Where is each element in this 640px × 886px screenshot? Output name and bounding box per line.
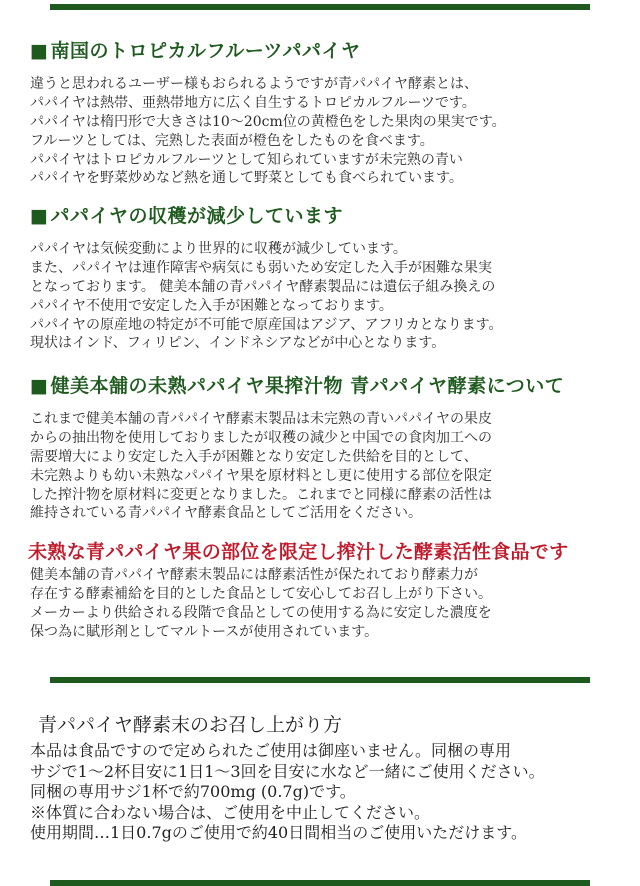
paragraph (30, 566, 620, 642)
text-line: メーカーより供給される段階で食品としての使用する為に安定した濃度を (30, 604, 492, 621)
square-bullet-icon: ■ (30, 375, 49, 397)
bottom-divider (50, 880, 590, 886)
text-line: これまで健美本舗の青パパイヤ酵素末製品は未完熟の青いパパイヤの果皮 (30, 411, 492, 427)
text-line: パパイヤ不使用で安定した入手が困難となっております。 (30, 297, 393, 314)
section-tropical-fruit (30, 39, 620, 188)
middle-divider (50, 677, 590, 683)
paragraph (30, 75, 620, 188)
heading-text: パパイヤの収穫が減少しています (50, 205, 343, 227)
text-line: 未完熟よりも幼い未熟なパパイヤ果を原材料とし更に使用する部位を限定 (30, 467, 492, 484)
text-line: 現状はインド、フィリピン、インドネシアなどが中心となります。 (30, 335, 446, 352)
text-line: 健美本舗の青パパイヤ酵素末製品には酵素活性が保たれており酵素力が (30, 567, 478, 583)
text-line: パパイヤの原産地の特定が不可能で原産国はアジア、アフリカとなります。 (30, 316, 503, 333)
section-heading (30, 204, 620, 228)
usage-title: 青パパイヤ酵素末のお召し上がり方 (38, 714, 343, 736)
text-line: した搾汁物を原材料に変更となりました。これまでと同様に酵素の活性は (30, 486, 492, 503)
text-line: 本品は食品ですので定められたご使用は御座いません。同梱の専用 (30, 741, 511, 760)
text-line: 維持されている青パパイヤ酵素食品としてご活用をください。 (30, 505, 422, 522)
text-line: 需要増大により安定した入手が困難となり安定した供給を目的として、 (30, 448, 478, 465)
paragraph (30, 410, 620, 523)
text-line: フルーツとしては、完熟した表面が橙色をしたものを食べます。 (30, 132, 434, 149)
section-heading (30, 39, 620, 63)
square-bullet-icon: ■ (30, 205, 49, 227)
emphasis-statement: 未熟な青パパイヤ果の部位を限定し搾汁した酵素活性食品です (28, 541, 569, 563)
text-line: パパイヤを野菜炒めなど熱を通して野菜としても食べられています。 (30, 170, 463, 187)
text-line: 同梱の専用サジ1杯で約700mg (0.7g)です。 (30, 782, 356, 802)
section-harvest-decline (30, 204, 620, 353)
text-line: となっております。 健美本舗の青パパイヤ酵素製品には遺伝子組み換えの (30, 278, 496, 295)
text-line: パパイヤはトロピカルフルーツとして知られていますが未完熟の青い (30, 151, 463, 168)
text-line: サジで1～2杯目安に1日1～3回を目安に水など一緒にご使用ください。 (30, 761, 545, 781)
text-line: 使用期間…1日0.7gのご使用で約40日間相当のご使用いただけます。 (30, 823, 527, 843)
paragraph (30, 240, 620, 353)
heading-text: 南国のトロピカルフルーツパパイヤ (50, 40, 361, 62)
text-line: また、パパイヤは連作障害や病気にも弱いため安定した入手が困難な果実 (30, 259, 492, 276)
top-divider (50, 4, 590, 10)
text-line: 違うと思われるユーザー様もおられるようですが青パパイヤ酵素とは、 (30, 76, 478, 92)
text-line: 存在する酵素補給を目的とした食品として安心してお召し上がり下さい。 (30, 585, 492, 602)
text-line: からの抽出物を使用しておりましたが収穫の減少と中国での食肉加工への (30, 429, 492, 446)
text-line: 保つ為に賦形剤としてマルトースが使用されています。 (30, 623, 379, 640)
section-heading (30, 374, 620, 398)
section-green-papaya-enzyme (30, 374, 620, 523)
text-line: パパイヤは熱帯、亜熱帯地方に広く自生するトロピカルフルーツです。 (30, 94, 476, 111)
text-line: パパイヤは気候変動により世界的に収穫が減少しています。 (30, 241, 407, 257)
square-bullet-icon: ■ (30, 40, 49, 62)
text-line: ※体質に合わない場合は、ご使用を中止してください。 (30, 802, 431, 822)
usage-instructions (30, 741, 545, 844)
text-line: パパイヤは楕円形で大きさは10～20cm位の黄橙色をした果肉の果実です。 (30, 113, 506, 130)
heading-text: 健美本舗の未熟パパイヤ果搾汁物 青パパイヤ酵素について (50, 375, 565, 397)
enzyme-activity-paragraph (30, 566, 620, 642)
